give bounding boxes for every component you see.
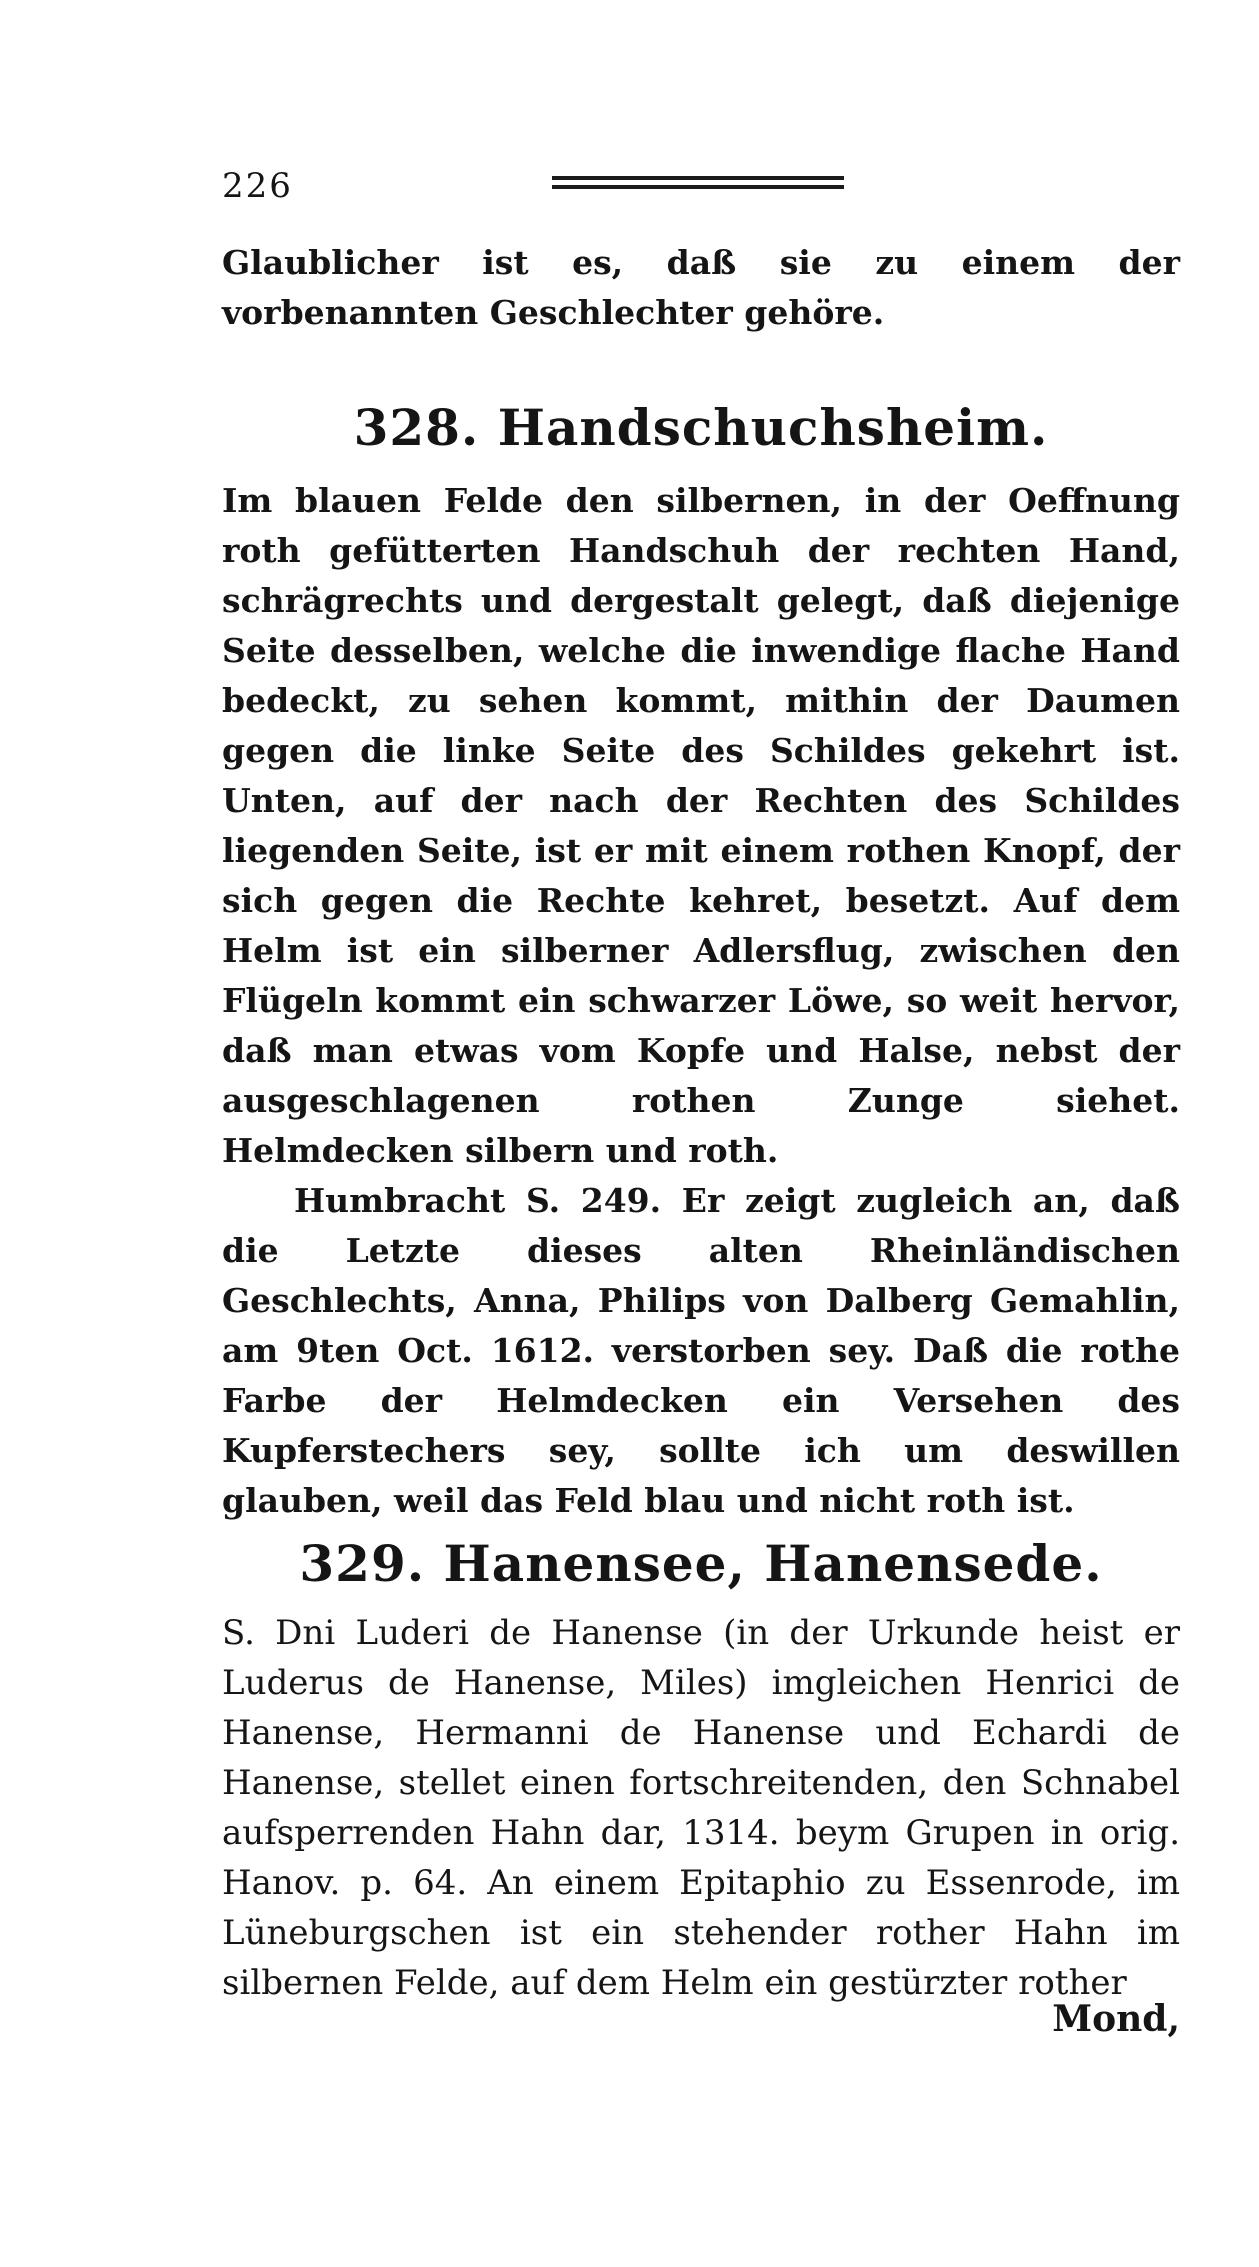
page-header bbox=[222, 166, 1042, 216]
section-328-body bbox=[222, 476, 1180, 1526]
section-heading-328: 328. Handschuchsheim. bbox=[353, 398, 1049, 457]
catchword: Mond, bbox=[1052, 1998, 1180, 2040]
intro-paragraph: Glaublicher ist es, daß sie zu einem der vorbenannten Geschlechter gehöre. bbox=[222, 243, 1180, 332]
header-rule bbox=[552, 176, 844, 194]
section-329-paragraph-1: S. Dni Luderi de Hanense (in der Urkunde heist er Luderus de Hanense, Miles) imgleichen Henrici de Hanense, Hermanni de Hanense und Echardi de Hanense, stellet einen fortschreitenden, den Schnabel aufsperrenden Hahn dar, 1314. beym Grupen in orig. Hanov. p. 64. An einem Epitaphio zu Essenrode, im Lüneburgschen ist ein stehender rother Hahn im silbernen Felde, auf dem Helm ein gestürzter rother bbox=[222, 1613, 1180, 2003]
section-328-paragraph-2: Humbracht S. 249. Er zeigt zugleich an, daß die Letzte dieses alten Rheinländischen Geschlechts, Anna, Philips von Dalberg Gemahlin, am 9ten Oct. 1612. verstorben sey. Daß die rothe Farbe der Helmdecken ein Versehen des Kupferstechers sey, sollte ich um deswillen glauben, weil das Feld blau und nicht roth ist. bbox=[222, 1181, 1180, 1520]
section-328-paragraph-1: Im blauen Felde den silbernen, in der Oeffnung roth gefütterten Handschuh der rechten Hand, schrägrechts und dergestalt gelegt, daß diejenige Seite desselben, welche die inwendige flache Hand bedeckt, zu sehen kommt, mithin der Daumen gegen die linke Seite des Schildes gekehrt ist. Unten, auf der nach der Rechten des Schildes liegenden Seite, ist er mit einem rothen Knopf, der sich gegen die Rechte kehret, besetzt. Auf dem Helm ist ein silberner Adlersflug, zwischen den Flügeln kommt ein schwarzer Löwe, so weit hervor, daß man etwas vom Kopfe und Halse, nebst der ausgeschlagenen rothen Zunge siehet. Helmdecken silbern und roth. bbox=[222, 481, 1180, 1170]
section-329-body bbox=[222, 1608, 1180, 2008]
page-number: 226 bbox=[222, 166, 293, 206]
section-heading-329: 329. Hanensee, Hanensede. bbox=[299, 1534, 1103, 1593]
intro-text bbox=[222, 238, 1180, 338]
